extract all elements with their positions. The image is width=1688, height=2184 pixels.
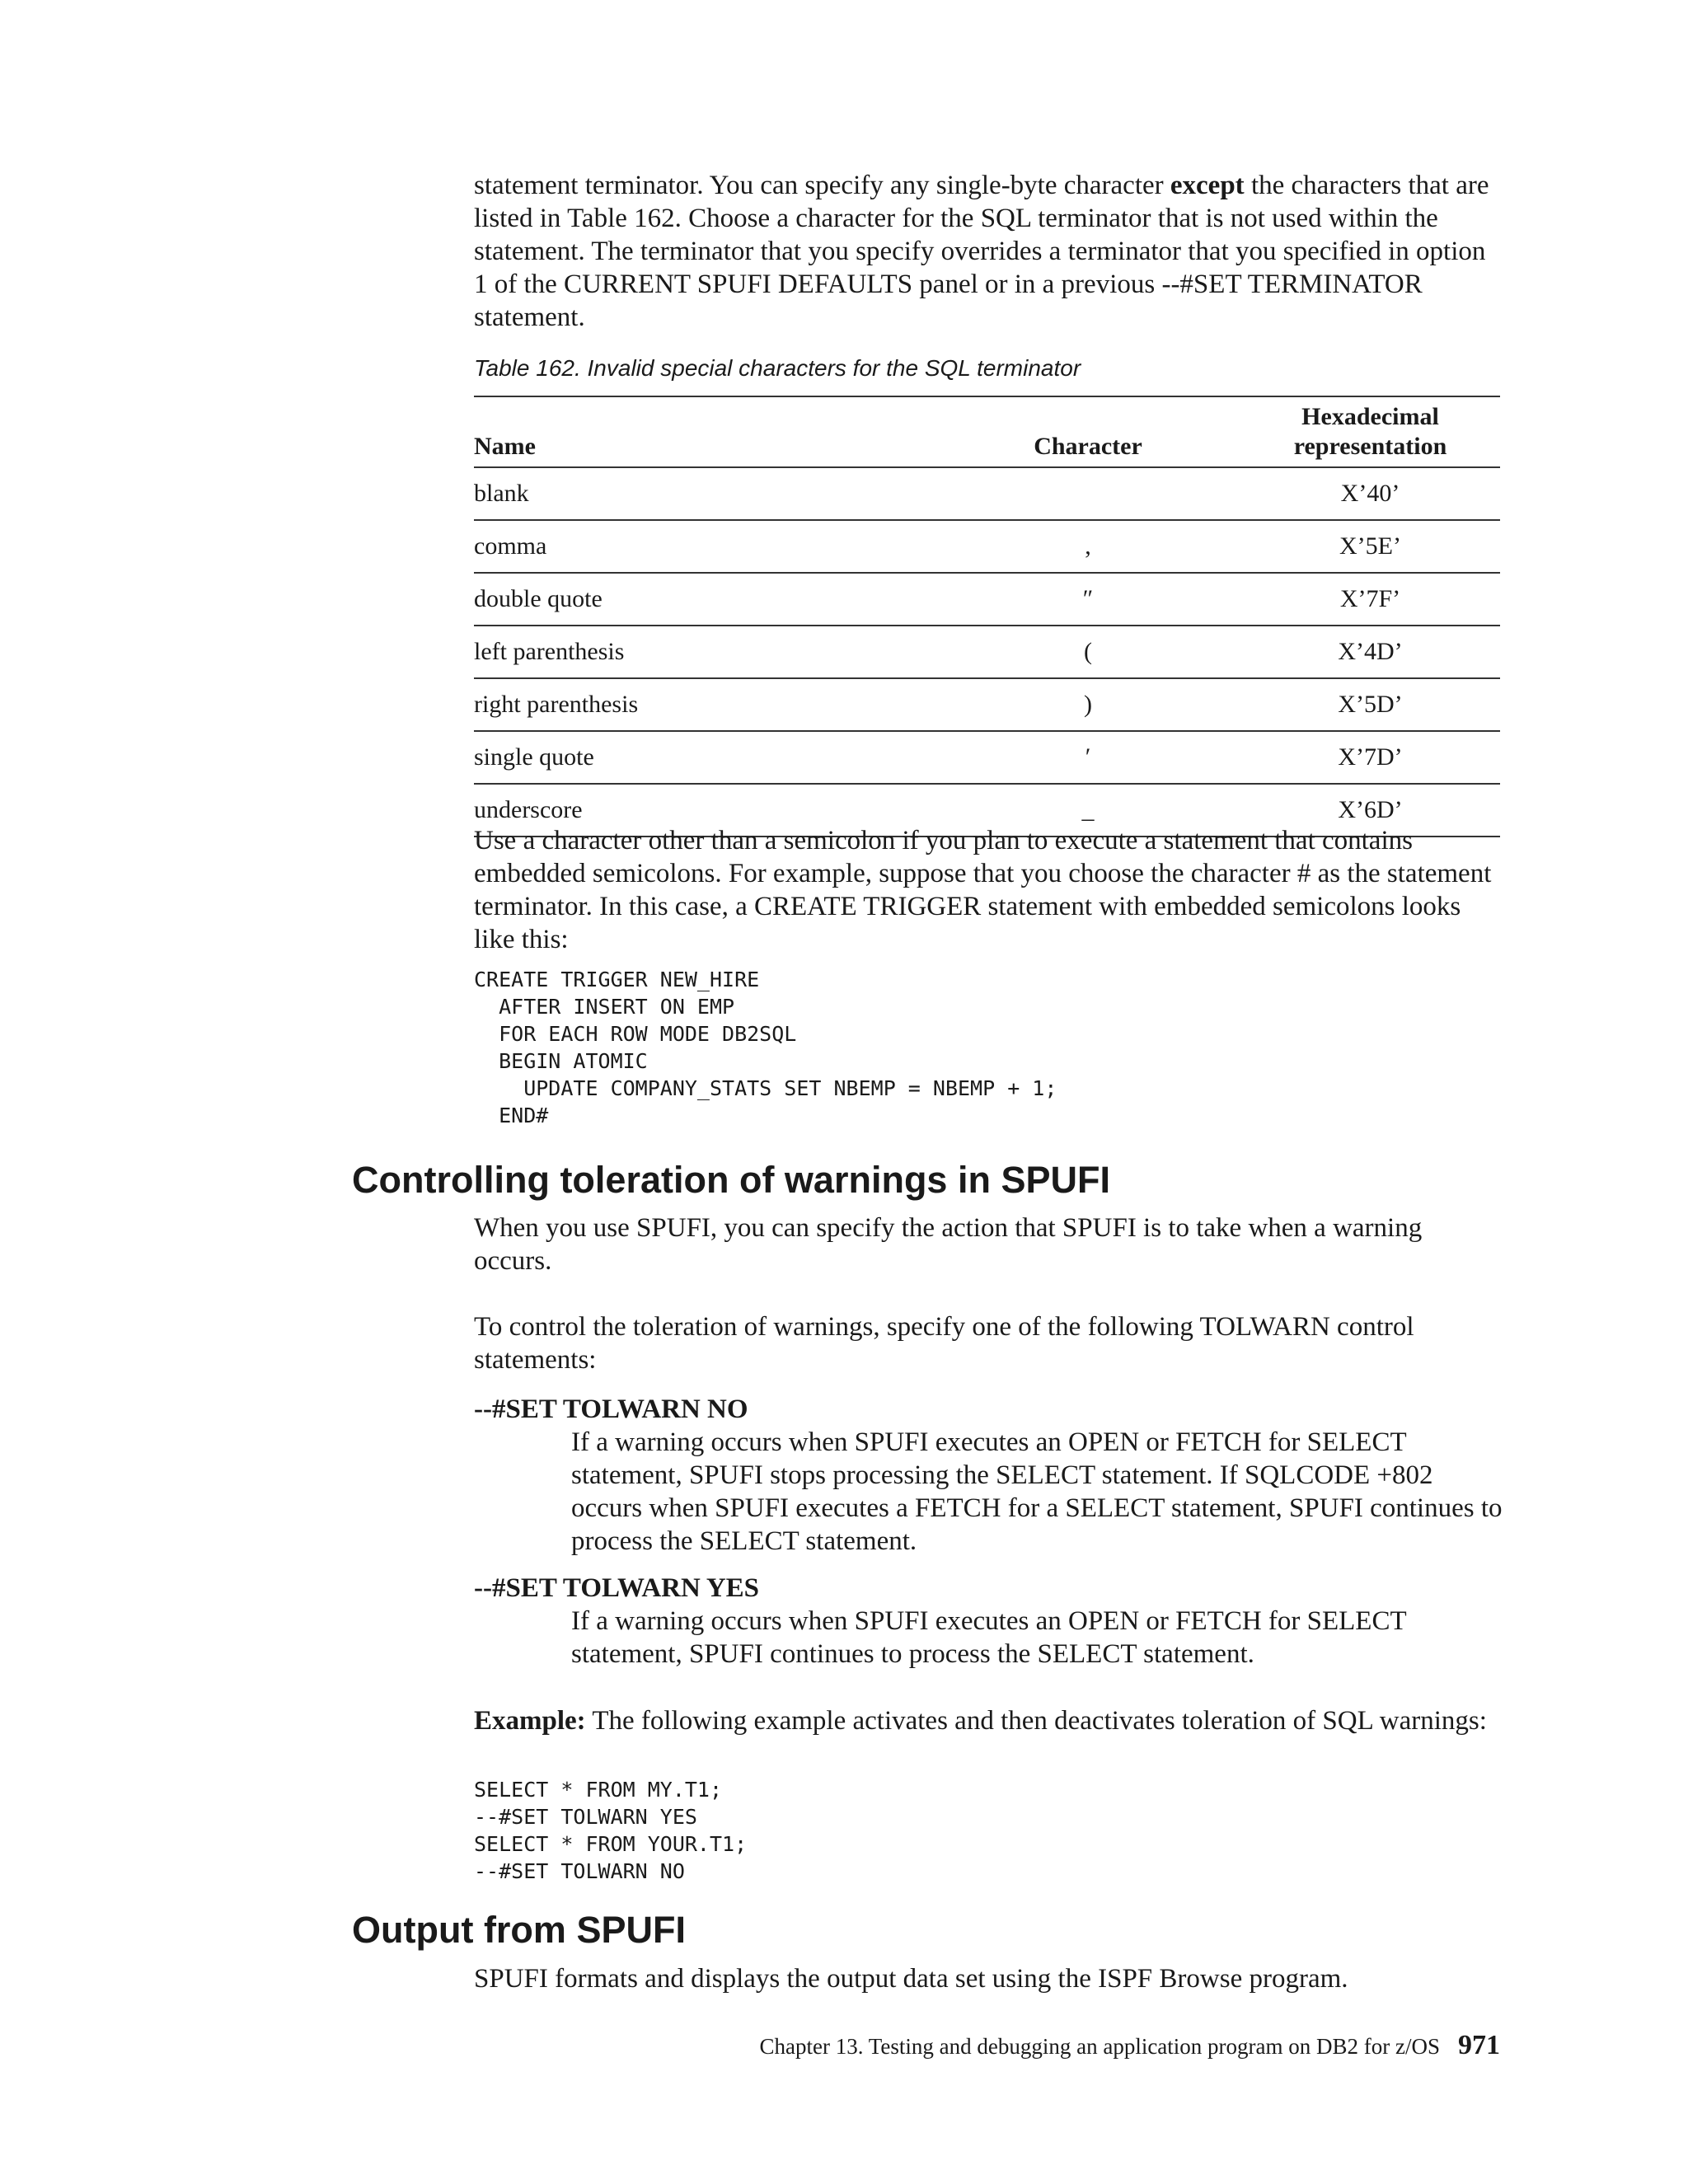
cell-character: ″ bbox=[935, 573, 1240, 626]
definition-tolwarn-no: If a warning occurs when SPUFI executes an OPEN or FETCH for SELECT statement, SPUFI stops processing the SELECT statement. If SQLCODE +802 occurs when SPUFI executes a FETCH for a SELECT statement, SPUFI continues to process the SELECT statement. bbox=[571, 1427, 1503, 1556]
section-heading-output: Output from SPUFI bbox=[352, 1909, 686, 1951]
table-row bbox=[474, 678, 1500, 731]
toleration-intro-paragraph: When you use SPUFI, you can specify the action that SPUFI is to take when a warning occurs. bbox=[474, 1213, 1423, 1276]
cell-character: ) bbox=[935, 678, 1240, 731]
code-tolwarn-example: SELECT * FROM MY.T1; --#SET TOLWARN YES SELECT * FROM YOUR.T1; --#SET TOLWARN NO bbox=[474, 1778, 748, 1883]
cell-name: right parenthesis bbox=[474, 678, 935, 731]
header-hex bbox=[1240, 396, 1500, 467]
output-paragraph: SPUFI formats and displays the output data set using the ISPF Browse program. bbox=[474, 1964, 1348, 1994]
example-label: Example: bbox=[474, 1706, 586, 1736]
intro-paragraph bbox=[474, 169, 1500, 334]
table-row bbox=[474, 731, 1500, 784]
semicolon-paragraph: Use a character other than a semicolon if you plan to execute a statement that contains embedded semicolons. For example, suppose that you choose the character # as the statement terminator. In this case, a CREATE TRIGGER statement with embedded semicolons looks like this: bbox=[474, 826, 1492, 954]
definition-tolwarn-yes: If a warning occurs when SPUFI executes an OPEN or FETCH for SELECT statement, SPUFI continues to process the SELECT statement. bbox=[571, 1606, 1407, 1669]
header-name: Name bbox=[474, 396, 935, 467]
table-caption: Table 162. Invalid special characters for the SQL terminator bbox=[474, 355, 1081, 381]
intro-bold-word: except bbox=[1170, 171, 1245, 200]
table-row bbox=[474, 626, 1500, 678]
cell-name: left parenthesis bbox=[474, 626, 935, 678]
term-tolwarn-yes: --#SET TOLWARN YES bbox=[474, 1573, 760, 1603]
table-header-row bbox=[474, 396, 1500, 467]
toleration-control-paragraph: To control the toleration of warnings, specify one of the following TOLWARN control statements: bbox=[474, 1312, 1414, 1375]
term-tolwarn-no: --#SET TOLWARN NO bbox=[474, 1394, 748, 1424]
cell-name: underscore bbox=[474, 784, 935, 837]
table-row bbox=[474, 573, 1500, 626]
cell-name: comma bbox=[474, 520, 935, 573]
cell-hex: X’40’ bbox=[1240, 467, 1500, 520]
example-text: The following example activates and then deactivates toleration of SQL warnings: bbox=[585, 1706, 1487, 1736]
page-footer bbox=[760, 2029, 1500, 2063]
cell-hex: X’6D’ bbox=[1240, 784, 1500, 837]
intro-text-start: statement terminator. You can specify any single-byte character bbox=[474, 171, 1170, 200]
cell-character bbox=[935, 467, 1240, 520]
header-character: Character bbox=[935, 396, 1240, 467]
cell-hex: X’5D’ bbox=[1240, 678, 1500, 731]
cell-character: ′ bbox=[935, 731, 1240, 784]
cell-character: _ bbox=[935, 784, 1240, 837]
section-heading-toleration: Controlling toleration of warnings in SPUFI bbox=[352, 1159, 1110, 1201]
header-hex-line1: Hexadecimal bbox=[1301, 403, 1439, 430]
cell-hex: X’7F’ bbox=[1240, 573, 1500, 626]
cell-hex: X’7D’ bbox=[1240, 731, 1500, 784]
cell-name: double quote bbox=[474, 573, 935, 626]
invalid-characters-table bbox=[474, 396, 1500, 837]
cell-name: blank bbox=[474, 467, 935, 520]
code-create-trigger: CREATE TRIGGER NEW_HIRE AFTER INSERT ON EMP FOR EACH ROW MODE DB2SQL BEGIN ATOMIC UPDATE COMPANY_STATS SET NBEMP = NBEMP + 1; END# bbox=[474, 968, 1057, 1127]
cell-hex: X’4D’ bbox=[1240, 626, 1500, 678]
page-number: 971 bbox=[1458, 2030, 1500, 2060]
cell-character: , bbox=[935, 520, 1240, 573]
table-row bbox=[474, 520, 1500, 573]
cell-hex: X’5E’ bbox=[1240, 520, 1500, 573]
example-paragraph bbox=[474, 1704, 1500, 1737]
header-hex-line2: representation bbox=[1293, 433, 1447, 460]
cell-character: ( bbox=[935, 626, 1240, 678]
intro-text-end: the characters that are listed in Table 162. Choose a character for the SQL terminator that is not used within the statement. The terminator that you specify overrides a terminator that you specified in option 1 of the CURRENT SPUFI DEFAULTS panel or in a previous --#SET TERMINATOR statement. bbox=[474, 171, 1489, 332]
table-row bbox=[474, 467, 1500, 520]
footer-chapter-title: Chapter 13. Testing and debugging an application program on DB2 for z/OS bbox=[759, 2034, 1440, 2059]
cell-name: single quote bbox=[474, 731, 935, 784]
